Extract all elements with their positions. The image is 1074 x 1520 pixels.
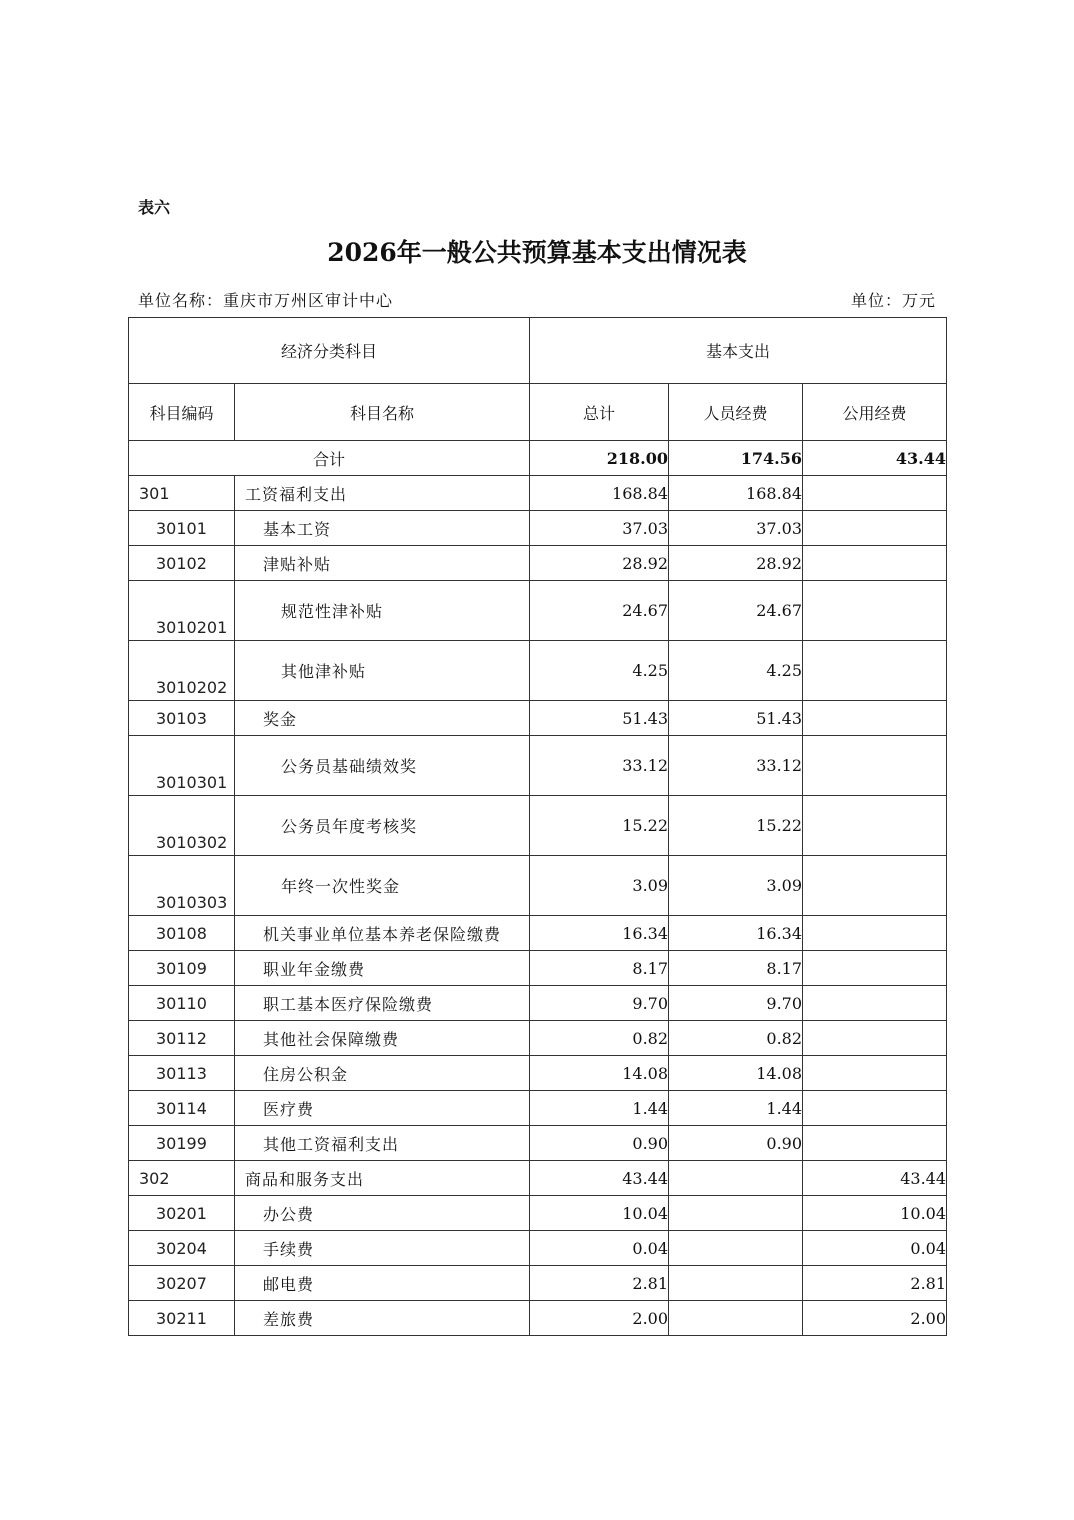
row-personnel: [669, 1161, 803, 1196]
row-code: 30199: [129, 1126, 235, 1161]
row-total: 10.04: [530, 1196, 669, 1231]
row-name: 邮电费: [235, 1266, 530, 1301]
row-personnel: 1.44: [669, 1091, 803, 1126]
row-public: 2.00: [803, 1301, 947, 1336]
row-code: 3010201: [129, 581, 235, 641]
table-row: [129, 856, 947, 916]
table-row: [129, 1161, 947, 1196]
row-public: [803, 1126, 947, 1161]
row-name: 医疗费: [235, 1091, 530, 1126]
row-code: 3010301: [129, 736, 235, 796]
table-row: [129, 701, 947, 736]
table-row: [129, 641, 947, 701]
unit-name: 单位名称：重庆市万州区审计中心: [138, 291, 394, 310]
row-personnel: 51.43: [669, 701, 803, 736]
row-personnel: [669, 1231, 803, 1266]
row-total: 8.17: [530, 951, 669, 986]
row-public: [803, 701, 947, 736]
row-personnel: 33.12: [669, 736, 803, 796]
row-code: 30103: [129, 701, 235, 736]
row-public: [803, 986, 947, 1021]
row-code: 302: [129, 1161, 235, 1196]
table-row: [129, 511, 947, 546]
table-row: [129, 1231, 947, 1266]
table-row: [129, 1021, 947, 1056]
row-public: [803, 796, 947, 856]
row-personnel: [669, 1301, 803, 1336]
row-total: 37.03: [530, 511, 669, 546]
row-personnel: 16.34: [669, 916, 803, 951]
row-public: 10.04: [803, 1196, 947, 1231]
row-code: 3010302: [129, 796, 235, 856]
row-public: [803, 951, 947, 986]
row-code: 3010303: [129, 856, 235, 916]
row-personnel: 0.82: [669, 1021, 803, 1056]
row-total: 2.00: [530, 1301, 669, 1336]
header-economic-classification: 经济分类科目: [129, 318, 530, 384]
row-personnel: 4.25: [669, 641, 803, 701]
row-personnel: 168.84: [669, 476, 803, 511]
row-name: 手续费: [235, 1231, 530, 1266]
table-label: 表六: [138, 198, 171, 217]
row-code: 30112: [129, 1021, 235, 1056]
table-row: [129, 736, 947, 796]
row-personnel: 3.09: [669, 856, 803, 916]
row-public: [803, 581, 947, 641]
row-code: 30211: [129, 1301, 235, 1336]
header-total: 总计: [530, 384, 669, 441]
header-code: 科目编码: [129, 384, 235, 441]
row-code: 30204: [129, 1231, 235, 1266]
row-name: 商品和服务支出: [235, 1161, 530, 1196]
row-name: 职业年金缴费: [235, 951, 530, 986]
row-total: 0.82: [530, 1021, 669, 1056]
row-name: 办公费: [235, 1196, 530, 1231]
table-row: [129, 916, 947, 951]
table-row: [129, 796, 947, 856]
row-code: 30110: [129, 986, 235, 1021]
row-public: 43.44: [803, 1161, 947, 1196]
row-public: [803, 1021, 947, 1056]
row-name: 奖金: [235, 701, 530, 736]
table-row: [129, 1126, 947, 1161]
row-personnel: 0.90: [669, 1126, 803, 1161]
row-total: 9.70: [530, 986, 669, 1021]
row-total: 168.84: [530, 476, 669, 511]
row-total: 24.67: [530, 581, 669, 641]
header-public: 公用经费: [803, 384, 947, 441]
table-row: [129, 1091, 947, 1126]
row-total: 51.43: [530, 701, 669, 736]
total-public: 43.44: [803, 441, 947, 476]
row-code: 30101: [129, 511, 235, 546]
unit-label: 单位：万元: [850, 291, 936, 310]
row-total: 43.44: [530, 1161, 669, 1196]
table-row: [129, 1196, 947, 1231]
row-code: 301: [129, 476, 235, 511]
header-name: 科目名称: [235, 384, 530, 441]
row-public: [803, 1056, 947, 1091]
row-total: 1.44: [530, 1091, 669, 1126]
row-name: 公务员基础绩效奖: [235, 736, 530, 796]
table-row: [129, 951, 947, 986]
row-code: 3010202: [129, 641, 235, 701]
row-name: 职工基本医疗保险缴费: [235, 986, 530, 1021]
header-basic-expenditure: 基本支出: [530, 318, 947, 384]
row-personnel: 8.17: [669, 951, 803, 986]
total-row: [129, 441, 947, 476]
row-public: [803, 641, 947, 701]
row-code: 30102: [129, 546, 235, 581]
row-public: [803, 856, 947, 916]
row-personnel: 28.92: [669, 546, 803, 581]
table-row: [129, 476, 947, 511]
row-total: 2.81: [530, 1266, 669, 1301]
row-name: 住房公积金: [235, 1056, 530, 1091]
budget-table: [128, 317, 947, 1336]
row-personnel: 24.67: [669, 581, 803, 641]
row-name: 工资福利支出: [235, 476, 530, 511]
row-public: [803, 736, 947, 796]
row-public: [803, 916, 947, 951]
row-code: 30109: [129, 951, 235, 986]
row-total: 16.34: [530, 916, 669, 951]
row-code: 30108: [129, 916, 235, 951]
row-public: [803, 546, 947, 581]
row-name: 机关事业单位基本养老保险缴费: [235, 916, 530, 951]
table-row: [129, 1056, 947, 1091]
row-public: 0.04: [803, 1231, 947, 1266]
header-column-row: [129, 384, 947, 441]
row-code: 30207: [129, 1266, 235, 1301]
table-row: [129, 581, 947, 641]
header-personnel: 人员经费: [669, 384, 803, 441]
row-total: 15.22: [530, 796, 669, 856]
row-total: 14.08: [530, 1056, 669, 1091]
total-label: 合计: [129, 441, 530, 476]
row-name: 其他工资福利支出: [235, 1126, 530, 1161]
header-group-row: [129, 318, 947, 384]
page-title: 2026年一般公共预算基本支出情况表: [327, 238, 747, 267]
row-code: 30113: [129, 1056, 235, 1091]
row-total: 4.25: [530, 641, 669, 701]
row-personnel: 37.03: [669, 511, 803, 546]
row-personnel: 14.08: [669, 1056, 803, 1091]
row-personnel: 15.22: [669, 796, 803, 856]
row-total: 0.90: [530, 1126, 669, 1161]
row-total: 33.12: [530, 736, 669, 796]
row-code: 30201: [129, 1196, 235, 1231]
row-public: [803, 511, 947, 546]
row-public: 2.81: [803, 1266, 947, 1301]
row-public: [803, 476, 947, 511]
row-name: 基本工资: [235, 511, 530, 546]
row-name: 年终一次性奖金: [235, 856, 530, 916]
row-total: 28.92: [530, 546, 669, 581]
row-total: 3.09: [530, 856, 669, 916]
row-personnel: [669, 1196, 803, 1231]
row-name: 其他社会保障缴费: [235, 1021, 530, 1056]
table-row: [129, 986, 947, 1021]
row-name: 津贴补贴: [235, 546, 530, 581]
row-public: [803, 1091, 947, 1126]
total-sum: 218.00: [530, 441, 669, 476]
row-personnel: 9.70: [669, 986, 803, 1021]
row-name: 公务员年度考核奖: [235, 796, 530, 856]
row-personnel: [669, 1266, 803, 1301]
table-row: [129, 1301, 947, 1336]
row-name: 规范性津补贴: [235, 581, 530, 641]
row-name: 其他津补贴: [235, 641, 530, 701]
row-total: 0.04: [530, 1231, 669, 1266]
row-code: 30114: [129, 1091, 235, 1126]
total-personnel: 174.56: [669, 441, 803, 476]
row-name: 差旅费: [235, 1301, 530, 1336]
table-row: [129, 546, 947, 581]
table-body: [129, 318, 947, 1336]
table-row: [129, 1266, 947, 1301]
